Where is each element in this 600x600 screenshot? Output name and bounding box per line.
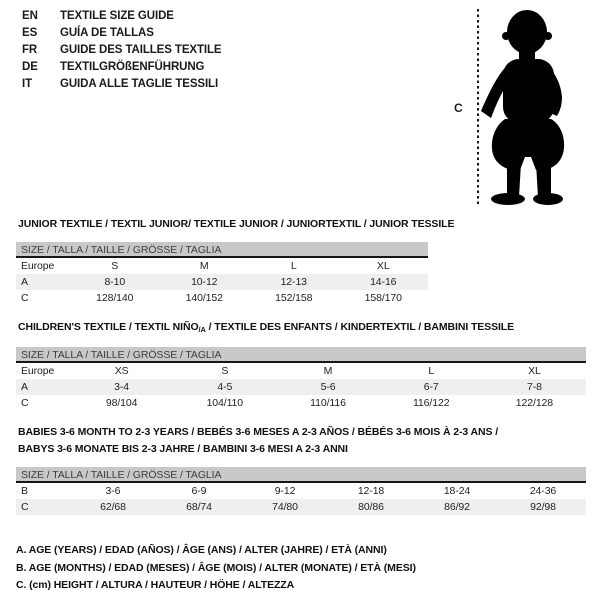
row-label: A (21, 276, 28, 288)
babies-textile-section (16, 426, 586, 515)
legend-notes (16, 542, 586, 595)
height-cell: 152/158 (275, 292, 313, 304)
age-cell: 12-13 (280, 276, 307, 288)
table-row (16, 499, 586, 515)
age-cell: 6-9 (191, 485, 207, 497)
language-list (22, 8, 222, 93)
language-code: DE (22, 61, 38, 73)
age-cell: 9-12 (274, 485, 296, 497)
table-row (16, 483, 586, 499)
table-title-line1: BABIES 3-6 MONTH TO 2-3 YEARS / BEBÉS 3-6 MESES A 2-3 AÑOS / BÉBÉS 3-6 MOIS À 2-3 ANS / (18, 426, 499, 438)
language-code: FR (22, 44, 38, 56)
table-row (16, 290, 428, 306)
age-cell: 7-8 (526, 381, 542, 393)
height-cell: 128/140 (96, 292, 134, 304)
age-cell: 24-36 (529, 485, 557, 497)
table-title-subscript: /A (198, 325, 206, 334)
language-title: TEXTILGRÖßENFÜHRUNG (60, 61, 205, 73)
table-title-text: CHILDREN'S TEXTILE / TEXTIL NIÑO (18, 321, 199, 333)
language-title: TEXTILE SIZE GUIDE (60, 10, 174, 22)
table-row (16, 363, 586, 379)
table-title-line2: BABYS 3-6 MONATE BIS 2-3 JAHRE / BAMBINI 3-6 MESI A 2-3 ANNI (18, 443, 348, 455)
junior-textile-section (16, 218, 586, 306)
row-label: Europe (21, 365, 55, 377)
table-title (18, 426, 586, 456)
language-title: GUIDE DES TAILLES TEXTILE (60, 44, 222, 56)
size-cell: XL (376, 260, 390, 272)
size-cell: XS (114, 365, 129, 377)
height-cell: 80/86 (358, 501, 384, 513)
row-label: B (21, 485, 28, 497)
table-row (16, 379, 586, 395)
language-title: GUÍA DE TALLAS (60, 27, 154, 39)
height-cell: 62/68 (100, 501, 126, 513)
height-cell: 116/122 (412, 397, 450, 409)
height-cell: 68/74 (186, 501, 212, 513)
age-cell: 3-4 (114, 381, 130, 393)
age-cell: 10-12 (191, 276, 218, 288)
row-label: C (21, 501, 29, 513)
row-label: Europe (21, 260, 55, 272)
language-item (22, 59, 222, 76)
language-code: ES (22, 27, 38, 39)
language-item (22, 76, 222, 93)
language-item (22, 25, 222, 42)
age-cell: 18-24 (443, 485, 471, 497)
row-label: C (21, 397, 29, 409)
height-cell: 122/128 (515, 397, 554, 409)
language-code: EN (22, 10, 38, 22)
language-code: IT (22, 78, 33, 90)
table-row (16, 395, 586, 411)
size-header-bar: SIZE / TALLA / TAILLE / GRÖSSE / TAGLIA (16, 467, 586, 483)
note-line: A. AGE (YEARS) / EDAD (AÑOS) / ÂGE (ANS) / ALTER (JAHRE) / ETÀ (ANNI) (16, 544, 387, 556)
childrens-textile-section (16, 321, 586, 411)
height-cell: 98/104 (105, 397, 138, 409)
age-cell: 5-6 (320, 381, 336, 393)
table-row (16, 258, 428, 274)
table-row (16, 274, 428, 290)
size-guide-content (16, 218, 586, 595)
row-label: C (21, 292, 29, 304)
age-cell: 8-10 (104, 276, 126, 288)
size-header-bar: SIZE / TALLA / TAILLE / GRÖSSE / TAGLIA (16, 347, 586, 363)
language-title: GUIDA ALLE TAGLIE TESSILI (60, 78, 219, 90)
size-cell: XL (528, 365, 541, 377)
size-cell: L (428, 365, 435, 377)
size-cell: S (111, 260, 119, 272)
height-cell: 140/152 (185, 292, 223, 304)
age-cell: 6-7 (423, 381, 439, 393)
language-item (22, 8, 222, 25)
table-title-text: / TEXTILE DES ENFANTS / KINDERTEXTIL / BAMBINI TESSILE (205, 321, 515, 333)
height-cell: 86/92 (444, 501, 470, 513)
language-item (22, 42, 222, 59)
age-cell: 14-16 (370, 276, 397, 288)
note-line: C. (cm) HEIGHT / ALTURA / HAUTEUR / HÖHE / ALTEZZA (16, 579, 295, 591)
age-cell: 3-6 (105, 485, 121, 497)
age-cell: 4-5 (217, 381, 233, 393)
baby-silhouette-icon (478, 7, 568, 207)
age-cell: 12-18 (357, 485, 385, 497)
height-cell: 74/80 (272, 501, 298, 513)
height-cell: 110/116 (310, 397, 346, 409)
height-marker-label: C (454, 101, 463, 115)
size-cell: S (221, 365, 229, 377)
size-header-bar: SIZE / TALLA / TAILLE / GRÖSSE / TAGLIA (16, 242, 428, 258)
height-cell: 104/110 (206, 397, 244, 409)
row-label: A (21, 381, 28, 393)
height-cell: 158/170 (364, 292, 402, 304)
table-title (18, 321, 586, 336)
size-cell: M (199, 260, 209, 272)
baby-figure (440, 0, 600, 215)
size-cell: L (290, 260, 297, 272)
size-cell: M (323, 365, 333, 377)
note-line: B. AGE (MONTHS) / EDAD (MESES) / ÂGE (MOIS) / ALTER (MONATE) / ETÀ (MESI) (16, 561, 416, 574)
table-title: JUNIOR TEXTILE / TEXTIL JUNIOR/ TEXTILE JUNIOR / JUNIORTEXTIL / JUNIOR TESSILE (18, 218, 455, 230)
height-cell: 92/98 (530, 501, 556, 513)
